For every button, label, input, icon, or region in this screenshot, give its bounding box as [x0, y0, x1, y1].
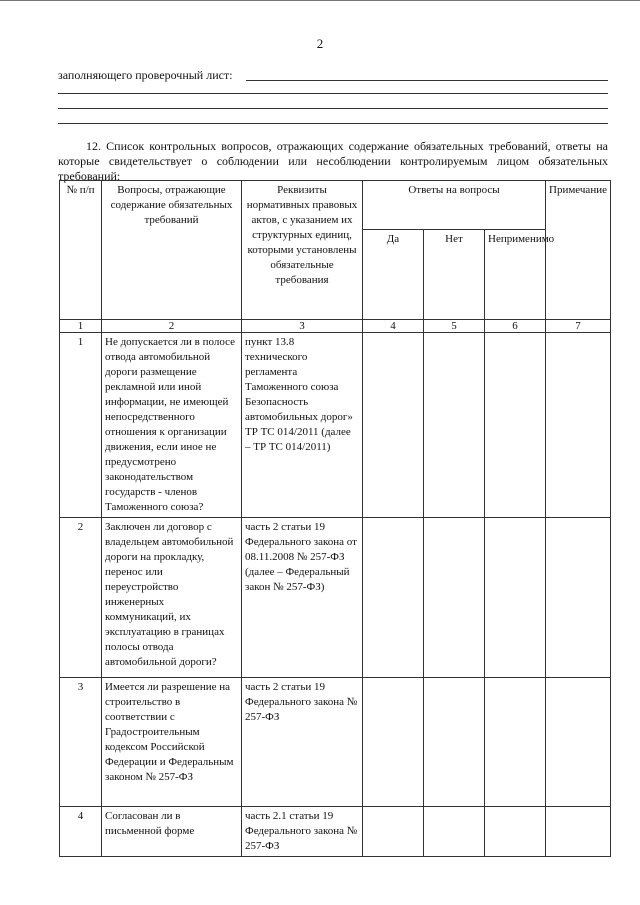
paragraph-12 [58, 139, 608, 184]
column-number: 1 [60, 320, 102, 333]
answer-yes-cell[interactable] [363, 333, 424, 518]
row-question: Согласован ли в письменной форме [102, 807, 242, 857]
header-na: Неприменимо [485, 230, 546, 320]
note-cell[interactable] [546, 333, 611, 518]
answer-na-cell[interactable] [485, 518, 546, 678]
header-row [60, 181, 611, 230]
header-question: Вопросы, отражающие содержание обязательных требований [102, 181, 242, 320]
row-question: Заключен ли договор с владельцем автомобильной дороги на прокладку, перенос или переустройство инженерных коммуникаций, их эксплуатацию в границах полосы отвода автомобильной дороги? [102, 518, 242, 678]
table-row [60, 518, 611, 678]
row-number: 2 [60, 518, 102, 678]
scan-edge-line [0, 0, 640, 5]
answer-na-cell[interactable] [485, 678, 546, 807]
fill-in-line [58, 108, 608, 109]
answer-yes-cell[interactable] [363, 518, 424, 678]
fill-in-line [246, 80, 608, 81]
paragraph-12-text: 12. Список контрольных вопросов, отражающих содержание обязательных требований, ответы на которые свидетельствует о соблюдении или несоблюдении контролируемым лицом обязательных требований: [58, 139, 608, 183]
column-number: 6 [485, 320, 546, 333]
page-number: 2 [316, 36, 324, 51]
table-row [60, 333, 611, 518]
header-answers: Ответы на вопросы [363, 181, 546, 230]
row-requisites: часть 2 статьи 19 Федерального закона от 08.11.2008 № 257-ФЗ (далее – Федеральный закон № 257-ФЗ) [242, 518, 363, 678]
row-question: Не допускается ли в полосе отвода автомобильной дороги размещение рекламной или иной информации, не имеющей непосредственного отношения к организации движения, если иное не предусмотрено законодательством государств - членов Таможенного союза? [102, 333, 242, 518]
answer-no-cell[interactable] [424, 807, 485, 857]
header-requisites: Реквизиты нормативных правовых актов, с указанием их структурных единиц, которыми установлены обязательные требования [242, 181, 363, 320]
checklist-table [59, 180, 611, 857]
note-cell[interactable] [546, 678, 611, 807]
header-note: Примечание [546, 181, 611, 320]
note-cell[interactable] [546, 518, 611, 678]
fill-in-line [58, 123, 608, 124]
answer-no-cell[interactable] [424, 333, 485, 518]
column-number-row [60, 320, 611, 333]
header-no: Нет [424, 230, 485, 320]
answer-yes-cell[interactable] [363, 807, 424, 857]
header-yes: Да [363, 230, 424, 320]
row-question: Имеется ли разрешение на строительство в соответствии с Градостроительным кодексом Российской Федерации и Федеральным законом № 257-ФЗ [102, 678, 242, 807]
header-num: № п/п [60, 181, 102, 320]
note-cell[interactable] [546, 807, 611, 857]
row-requisites: часть 2 статьи 19 Федерального закона № 257-ФЗ [242, 678, 363, 807]
row-number: 4 [60, 807, 102, 857]
column-number: 2 [102, 320, 242, 333]
filled-by-row [58, 68, 608, 84]
column-number: 5 [424, 320, 485, 333]
fill-in-line [58, 93, 608, 94]
filled-by-label: заполняющего проверочный лист: [58, 68, 233, 82]
table-row [60, 807, 611, 857]
row-number: 3 [60, 678, 102, 807]
answer-na-cell[interactable] [485, 333, 546, 518]
table-row [60, 678, 611, 807]
column-number: 7 [546, 320, 611, 333]
answer-no-cell[interactable] [424, 678, 485, 807]
answer-no-cell[interactable] [424, 518, 485, 678]
row-requisites: часть 2.1 статьи 19 Федерального закона № 257-ФЗ [242, 807, 363, 857]
column-number: 4 [363, 320, 424, 333]
column-number: 3 [242, 320, 363, 333]
row-requisites: пункт 13.8 технического регламента Таможенного союза Безопасность автомобильных дорог» ТР ТС 014/2011 (далее – ТР ТС 014/2011) [242, 333, 363, 518]
answer-na-cell[interactable] [485, 807, 546, 857]
row-number: 1 [60, 333, 102, 518]
answer-yes-cell[interactable] [363, 678, 424, 807]
